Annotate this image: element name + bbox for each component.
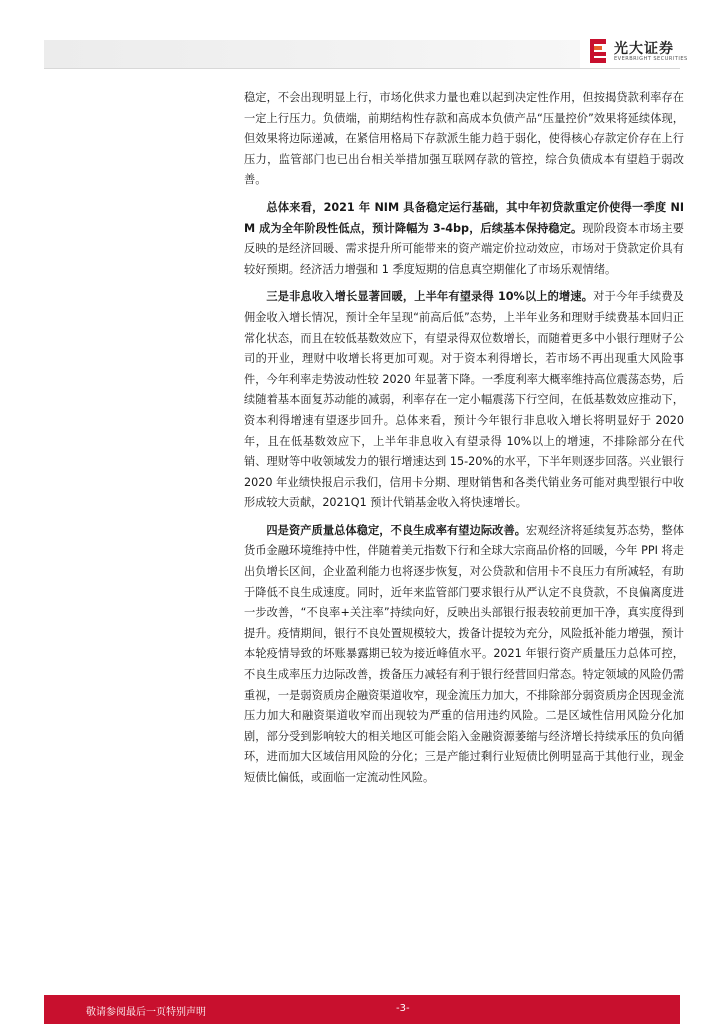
paragraph [244,287,684,514]
paragraph-lead: 三是非息收入增长显著回暖，上半年有望录得 10%以上的增速。 [266,290,594,304]
page-number: -3- [396,1003,410,1014]
paragraph-lead: 四是资产质量总体稳定，不良生成率有望边际改善。 [266,523,527,537]
paragraph-text: 宏观经济将延续复苏态势，整体货币金融环境维持中性，伴随着美元指数下行和全球大宗商品价格的回暖，今年 PPI 将走出负增长区间，企业盈利能力也将逐步恢复，对公贷款和信用卡不良压力有所减轻，有助于降低不良生成速度。同时，近年来监管部门要求银行从严认定不良贷款，不良偏离度进一步改善，“不良率+关注率”持续向好，反映出头部银行报表较前更加干净，真实度得到提升。疫情期间，银行不良处置规模较大，拨备计提较为充分，风险抵补能力增强，预计本轮疫情导致的坏账暴露期已较为接近峰值水平。2021 年银行资产质量压力总体可控，不良生成率压力边际改善，拨备压力减轻有利于银行经营回归常态。特定领域的风险仍需重视，一是弱资质房企融资渠道收窄，现金流压力加大，不排除部分弱资质房企因现金流压力加大和融资渠道收窄而出现较为严重的信用违约风险。二是区域性信用风险分化加剧，部分受到影响较大的相关地区可能会陷入金融资源萎缩与经济增长持续承压的负向循环，进而加大区域信用风险的分化；三是产能过剩行业短债比例明显高于其他行业，现金短债比偏低，或面临一定流动性风险。 [244,523,684,784]
paragraph-lead: 总体来看，2021 年 NIM 具备稳定运行基础，其中年初贷款重定价使得一季度 NIM 成为全年阶段性低点，预计降幅为 3-4bp，后续基本保持稳定。 [244,200,684,235]
paragraph-text: 稳定，不会出现明显上行，市场化供求力量也难以起到决定性作用，但按揭贷款利率存在一定上行压力。负债端，前期结构性存款和高成本负债产品“压量控价”效果将延续体现，但效果将边际递减，在紧信用格局下存款派生能力趋于弱化，使得核心存款定价存在上行压力，监管部门也已出台相关举措加强互联网存款的管控，综合负债成本有望趋于弱改善。 [244,91,684,187]
logo-text-en: EVERBRIGHT SECURITIES [614,56,688,62]
paragraph-text: 对于今年手续费及佣金收入增长情况，预计全年呈现“前高后低”态势，上半年业务和理财手续费基本回归正常化状态，而且在较低基数效应下，有望录得双位数增长，而随着更多中小银行理财子公司的开业，理财中收增长将更加可观。对于资本利得增长，若市场不再出现重大风险事件，今年利率走势波动性较 2020 年显著下降。一季度利率大概率维持高位震荡态势，后续随着基本面复苏动能的减弱，利率存在一定小幅震荡下行空间，在低基数效应推动下，资本利得增速有望逐步回升。总体来看，预计今年银行非息收入增长将明显好于 2020 年，且在低基数效应下，上半年非息收入有望录得 10%以上的增速，不排除部分在代销、理财等中收领域发力的银行增速达到 15-20%的水平，下半年则逐步回落。兴业银行 2020 年业绩快报启示我们，信用卡分期、理财销售和各类代销业务可能对典型银行中收形成较大贡献，2021Q1 预计代销基金收入将快速增长。 [244,290,684,510]
paragraph [244,198,684,280]
paragraph [244,521,684,789]
report-body [244,88,684,796]
paragraph-text: 现阶段资本市场主要反映的是经济回暖、需求提升所可能带来的资产端定价拉动效应，市场对于贷款定价具有较好预期。经济活力增强和 1 季度短期的信息真空期催化了市场乐观情绪。 [244,221,684,276]
logo-text-cn: 光大证券 [614,41,674,57]
header-divider [44,68,680,69]
everbright-logo-icon [588,38,608,64]
footer-disclaimer-link[interactable]: 敬请参阅最后一页特别声明 [86,1007,206,1018]
company-logo [588,38,698,68]
header-bar [44,40,580,68]
paragraph [244,88,684,191]
